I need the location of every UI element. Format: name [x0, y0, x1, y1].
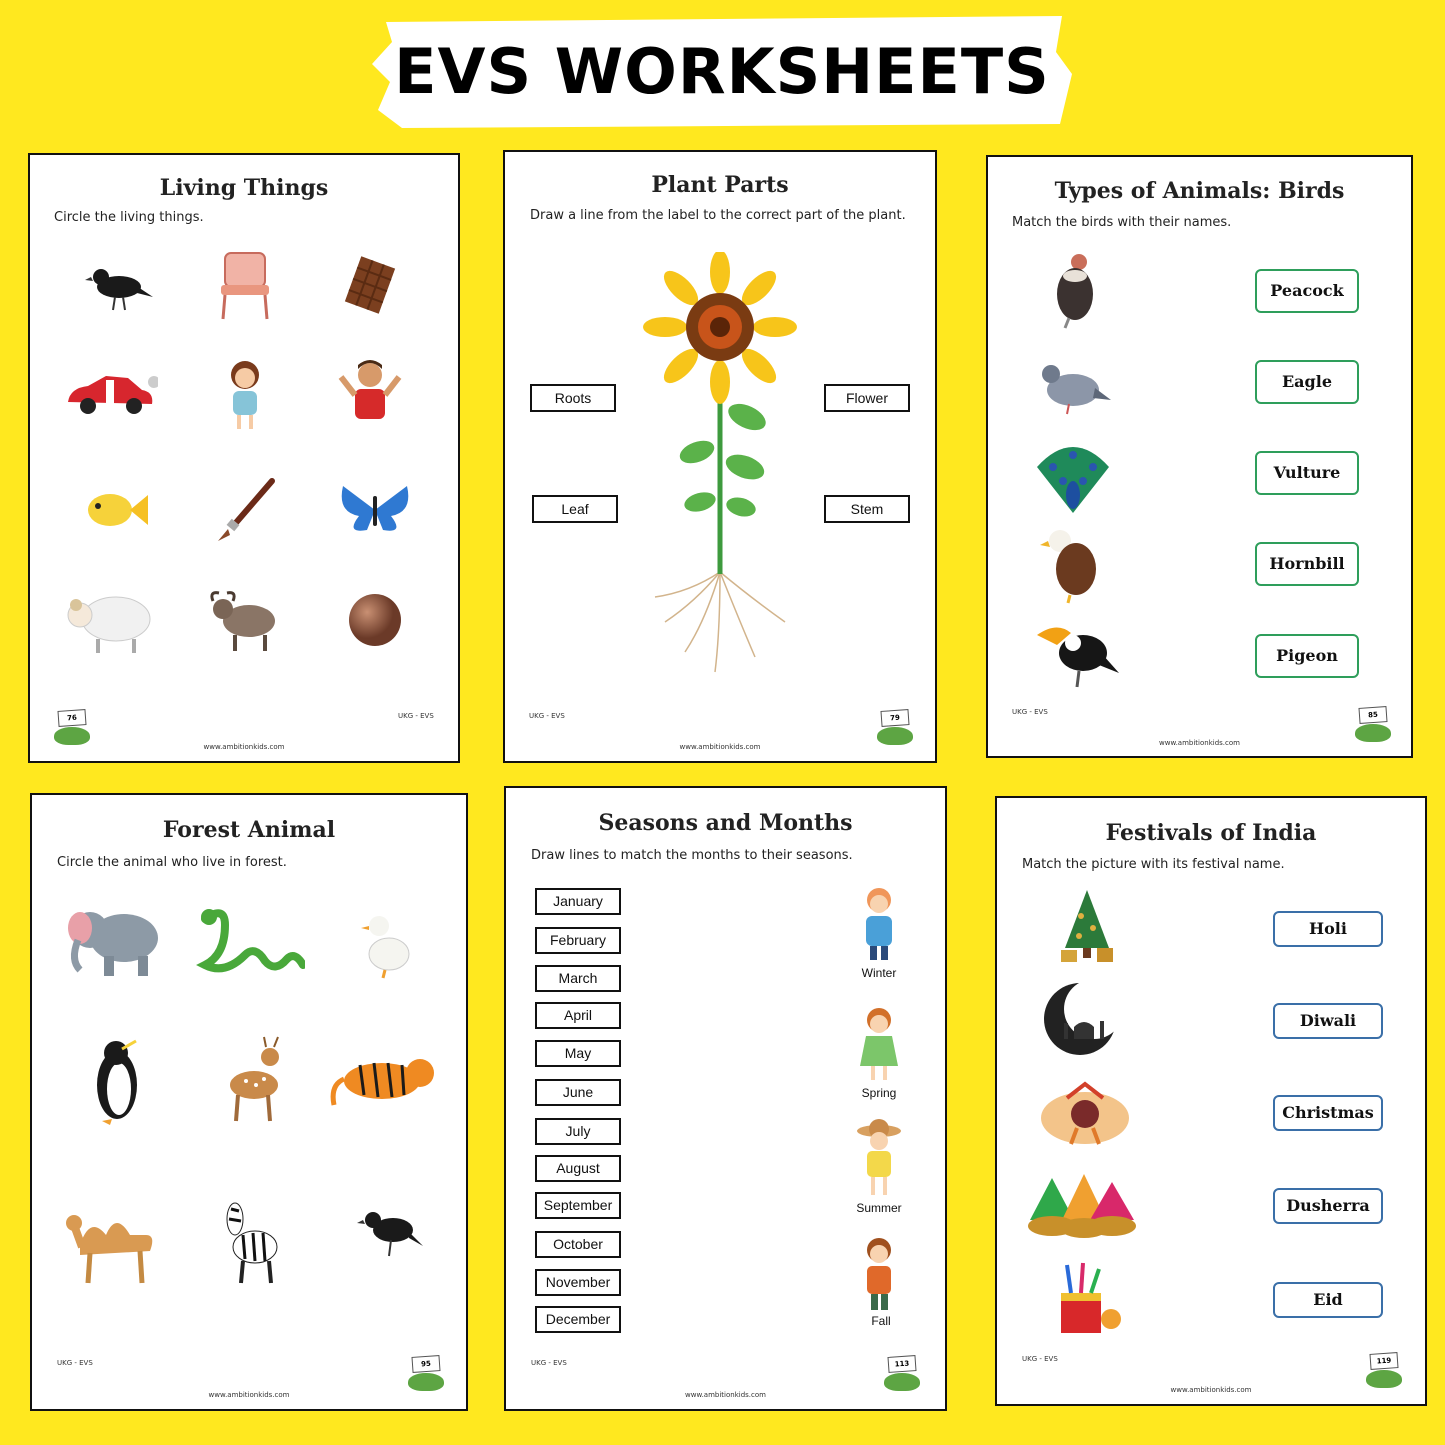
- month-october[interactable]: October: [535, 1231, 621, 1258]
- bird-name-eagle[interactable]: Eagle: [1255, 360, 1359, 404]
- page-number: 79: [880, 709, 909, 727]
- winter-child-icon: [851, 883, 907, 965]
- footer-url: www.ambitionkids.com: [208, 1391, 290, 1399]
- worksheet-instruction: Match the picture with its festival name.: [1022, 857, 1285, 872]
- worksheet-instruction: Circle the animal who live in forest.: [57, 855, 287, 870]
- page-number: 113: [887, 1355, 916, 1373]
- worksheet-forest-animal[interactable]: [30, 793, 468, 1411]
- month-may[interactable]: May: [535, 1040, 621, 1067]
- page-title: EVS WORKSHEETS: [394, 34, 1050, 108]
- month-september[interactable]: September: [535, 1192, 621, 1219]
- hornbill-icon: [1023, 612, 1123, 697]
- buffalo-icon: [200, 580, 290, 660]
- footer-url: www.ambitionkids.com: [679, 743, 761, 751]
- chocolate-icon: [330, 250, 410, 320]
- footer-label: UKG - EVS: [1012, 708, 1048, 716]
- label-stem[interactable]: Stem: [824, 495, 910, 523]
- man-icon: [330, 355, 410, 435]
- bird-name-vulture[interactable]: Vulture: [1255, 451, 1359, 495]
- deer-icon: [207, 1030, 297, 1130]
- peacock-icon: [1028, 432, 1118, 522]
- penguin-icon: [82, 1030, 152, 1130]
- festival-name-holi[interactable]: Holi: [1273, 911, 1383, 947]
- worksheet-title: Plant Parts: [651, 172, 789, 198]
- footer-url: www.ambitionkids.com: [1159, 739, 1240, 747]
- crow-icon: [352, 1195, 432, 1265]
- chair-icon: [205, 245, 285, 325]
- bird-name-pigeon[interactable]: Pigeon: [1255, 634, 1359, 678]
- car-icon: [60, 360, 160, 430]
- fall-child-icon: [851, 1233, 907, 1315]
- month-august[interactable]: August: [535, 1155, 621, 1182]
- footer-label: UKG - EVS: [531, 1359, 567, 1367]
- worksheet-title: Forest Animal: [162, 817, 336, 843]
- vulture-icon: [1033, 247, 1113, 332]
- label-flower[interactable]: Flower: [824, 384, 910, 412]
- worksheet-instruction: Match the birds with their names.: [1012, 215, 1232, 230]
- summer-child-icon: [851, 1118, 907, 1200]
- spring-child-icon: [851, 1003, 907, 1085]
- christmas-tree-icon: [1047, 883, 1127, 968]
- festival-name-diwali[interactable]: Diwali: [1273, 1003, 1383, 1039]
- worksheet-instruction: Draw a line from the label to the correct part of the plant.: [530, 208, 906, 223]
- firecrackers-icon: [1042, 1256, 1132, 1341]
- page-number: 119: [1369, 1352, 1398, 1370]
- ball-icon: [340, 585, 410, 655]
- eagle-icon: [1033, 522, 1113, 607]
- page-number-sign: [882, 1356, 924, 1396]
- ravana-effigy-icon: [1035, 1073, 1135, 1153]
- footer-url: www.ambitionkids.com: [203, 743, 285, 751]
- festival-name-christmas[interactable]: Christmas: [1273, 1095, 1383, 1131]
- girl-icon: [210, 355, 280, 435]
- worksheet-festivals[interactable]: [995, 796, 1427, 1406]
- worksheet-plant-parts[interactable]: [503, 150, 937, 763]
- month-april[interactable]: April: [535, 1002, 621, 1029]
- worksheet-title: Seasons and Months: [598, 810, 853, 836]
- month-july[interactable]: July: [535, 1118, 621, 1145]
- butterfly-icon: [335, 475, 415, 545]
- page-number: 76: [57, 709, 86, 727]
- paintbrush-icon: [205, 470, 285, 550]
- season-summer[interactable]: Summer: [856, 1201, 902, 1215]
- month-november[interactable]: November: [535, 1269, 621, 1296]
- sheep-icon: [60, 580, 160, 660]
- zebra-icon: [207, 1190, 297, 1290]
- crow-icon: [80, 250, 160, 320]
- page-number: 95: [411, 1355, 440, 1373]
- elephant-icon: [57, 895, 172, 985]
- month-january[interactable]: January: [535, 888, 621, 915]
- crescent-mosque-icon: [1037, 976, 1132, 1061]
- duck-icon: [352, 905, 422, 985]
- turtle-icon: [884, 1373, 920, 1391]
- page-number: 85: [1358, 706, 1387, 724]
- camel-icon: [57, 1190, 172, 1290]
- month-march[interactable]: March: [535, 965, 621, 992]
- month-december[interactable]: December: [535, 1306, 621, 1333]
- footer-label: UKG - EVS: [398, 712, 434, 720]
- season-fall[interactable]: Fall: [871, 1314, 891, 1328]
- color-powder-icon: [1022, 1163, 1142, 1248]
- label-leaf[interactable]: Leaf: [532, 495, 618, 523]
- festival-name-dusherra[interactable]: Dusherra: [1273, 1188, 1383, 1224]
- fish-icon: [75, 475, 155, 545]
- footer-label: UKG - EVS: [529, 712, 565, 720]
- worksheet-birds[interactable]: [986, 155, 1413, 758]
- worksheet-living-things[interactable]: [28, 153, 460, 763]
- worksheet-instruction: Circle the living things.: [54, 210, 204, 225]
- worksheet-title: Types of Animals: Birds: [1054, 178, 1345, 204]
- snake-icon: [190, 900, 310, 980]
- month-february[interactable]: February: [535, 927, 621, 954]
- worksheet-instruction: Draw lines to match the months to their seasons.: [531, 848, 853, 863]
- footer-label: UKG - EVS: [1022, 1355, 1058, 1363]
- pigeon-icon: [1033, 347, 1113, 422]
- worksheet-title: Festivals of India: [1105, 820, 1317, 846]
- worksheet-seasons-months[interactable]: [504, 786, 947, 1411]
- festival-name-eid[interactable]: Eid: [1273, 1282, 1383, 1318]
- worksheet-title: Living Things: [159, 175, 329, 201]
- footer-url: www.ambitionkids.com: [1170, 1386, 1252, 1394]
- label-roots[interactable]: Roots: [530, 384, 616, 412]
- sunflower-plant-icon: [635, 252, 805, 682]
- tiger-icon: [327, 1040, 442, 1120]
- footer-url: www.ambitionkids.com: [685, 1391, 766, 1399]
- season-winter[interactable]: Winter: [861, 966, 897, 980]
- bird-name-hornbill[interactable]: Hornbill: [1255, 542, 1359, 586]
- bird-name-peacock[interactable]: Peacock: [1255, 269, 1359, 313]
- month-june[interactable]: June: [535, 1079, 621, 1106]
- page-number-sign: [406, 1356, 448, 1396]
- footer-label: UKG - EVS: [57, 1359, 93, 1367]
- title-banner: [372, 12, 1072, 130]
- turtle-icon: [408, 1373, 444, 1391]
- season-spring[interactable]: Spring: [861, 1086, 897, 1100]
